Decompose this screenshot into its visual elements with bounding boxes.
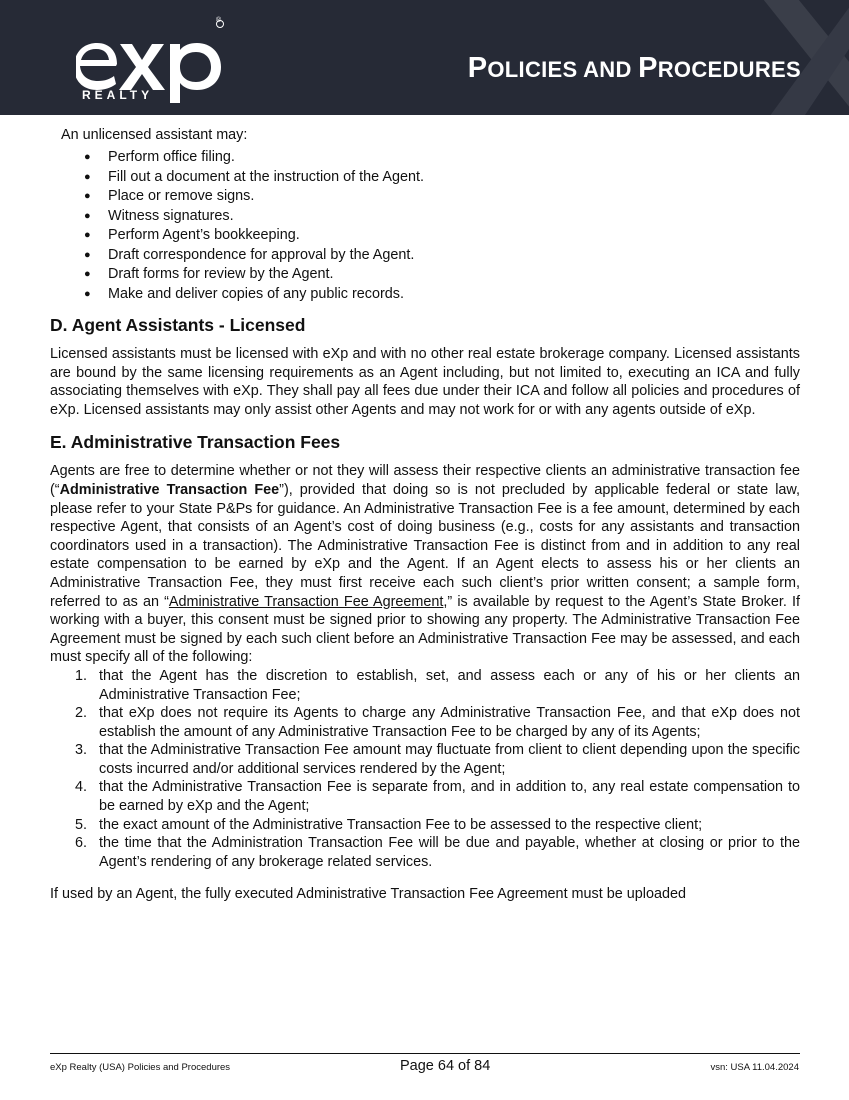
list-item: ● Draft correspondence for approval by the Agent. bbox=[84, 246, 800, 266]
list-item bbox=[75, 816, 800, 835]
footer-page-number: Page 64 of 84 bbox=[400, 1058, 491, 1074]
section-e-text-2: ”), provided that doing so is not precluded by applicable federal or state law, please refer to your State P&Ps for guidance. An Administrative Transaction Fee is a fee amount, determined by each respective Agent, that consists of an Agent’s cost of doing business (e.g., costs for any assistants and transaction coordinators used in a transaction). The Administrative Transaction Fee is distinct from and in addition to any real estate compensation to be earned by eXp and the Agent. If an Agent elects to assess his or her clients an Administrative Transaction Fee, they must first receive each such client’s prior written consent; a sample form, referred to as an “ bbox=[50, 481, 801, 610]
unlicensed-intro: An unlicensed assistant may: bbox=[61, 127, 248, 143]
title-part-2: ROCEDURES bbox=[657, 57, 801, 82]
list-item: ● Fill out a document at the instruction of the Agent. bbox=[84, 168, 800, 188]
section-d-heading: D. Agent Assistants - Licensed bbox=[50, 315, 306, 335]
page-title bbox=[468, 52, 801, 85]
list-item: ● Perform Agent’s bookkeeping. bbox=[84, 226, 800, 246]
list-item bbox=[75, 778, 800, 815]
agreement-requirements-list bbox=[50, 667, 800, 872]
list-item-text: the exact amount of the Administrative Transaction Fee to be assessed to the respective client; bbox=[99, 816, 703, 833]
list-number: 2. bbox=[75, 705, 88, 722]
exp-realty-logo bbox=[76, 14, 236, 104]
list-item-text: that the Administrative Transaction Fee is separate from, and in addition to, any real estate compensation to be earned by eXp and the Agent; bbox=[99, 779, 800, 815]
list-item bbox=[75, 741, 800, 778]
list-item-text: that the Administrative Transaction Fee amount may fluctuate from client to client depending upon the specific costs incurred and/or additional services rendered by the Agent; bbox=[99, 742, 800, 777]
section-e-text-3: ,” is available by request to the Agent’s State Broker. If working with a buyer, this consent must be signed prior to showing any property. The Administrative Transaction Fee Agreement must be signed by each such client before an Administrative Transaction Fee may be assessed, and each must specify all of the following: bbox=[50, 593, 800, 666]
list-number: 6. bbox=[75, 835, 88, 852]
list-item: ● Perform office filing. bbox=[84, 148, 800, 168]
list-item bbox=[75, 667, 800, 704]
list-item bbox=[75, 704, 800, 741]
footer-divider bbox=[50, 1053, 800, 1054]
page-header bbox=[0, 0, 849, 115]
list-item-text: that eXp does not require its Agents to charge any Administrative Transaction Fee, and that eXp does not establish the amount of any Administrative Transaction Fee to be charged by any of its Agents; bbox=[99, 705, 800, 740]
list-number: 1. bbox=[75, 667, 88, 684]
document-body bbox=[50, 126, 800, 904]
defined-term: Administrative Transaction Fee bbox=[59, 481, 280, 498]
title-cap-p2: P bbox=[638, 52, 658, 84]
list-number: 5. bbox=[75, 816, 88, 833]
closing-sentence: If used by an Agent, the fully executed Administrative Transaction Fee Agreement must be uploaded bbox=[50, 886, 686, 903]
footer-document-name: eXp Realty (USA) Policies and Procedures bbox=[50, 1062, 231, 1073]
list-number: 3. bbox=[75, 742, 88, 759]
section-e-heading: E. Administrative Transaction Fees bbox=[50, 432, 341, 453]
list-item-text: the time that the Administration Transaction Fee will be due and payable, whether at closing or prior to the Agent’s rendering of any brokerage related services. bbox=[99, 835, 800, 870]
logo-registered-mark: ® bbox=[216, 17, 222, 24]
list-item: ● Draft forms for review by the Agent. bbox=[84, 265, 800, 285]
section-e-text-1: Agents are free to determine whether or not they will assess their respective clients an administrative transaction fee (“ bbox=[50, 463, 800, 498]
section-d-body: Licensed assistants must be licensed with eXp and with no other real estate brokerage company. Licensed assistants are bound by the same licensing requirements as an Agent including, but not limited to, executing an ICA and fully associating themselves with eXp. They shall pay all fees due under their ICA and follow all policies and procedures of eXp. Licensed assistants may only assist other Agents and may not work for or with any agents outside of eXp. bbox=[50, 346, 800, 418]
agreement-link[interactable]: Administrative Transaction Fee Agreement bbox=[168, 593, 444, 610]
logo-subtext: REALTY bbox=[82, 88, 154, 102]
title-cap-p: P bbox=[467, 52, 488, 84]
list-item bbox=[75, 834, 800, 871]
section-e-body bbox=[50, 462, 800, 667]
title-part-1: OLICIES AND bbox=[487, 57, 639, 82]
footer-version: vsn: USA 11.04.2024 bbox=[710, 1062, 799, 1073]
list-item-text: that the Agent has the discretion to establish, set, and assess each or any of his or her clients an Administrative Transaction Fee; bbox=[99, 667, 800, 703]
list-item: ● Witness signatures. bbox=[84, 207, 800, 227]
list-item: ● Place or remove signs. bbox=[84, 187, 800, 207]
list-item: ● Make and deliver copies of any public records. bbox=[84, 285, 800, 305]
unlicensed-task-list bbox=[50, 148, 800, 304]
list-number: 4. bbox=[75, 779, 88, 796]
